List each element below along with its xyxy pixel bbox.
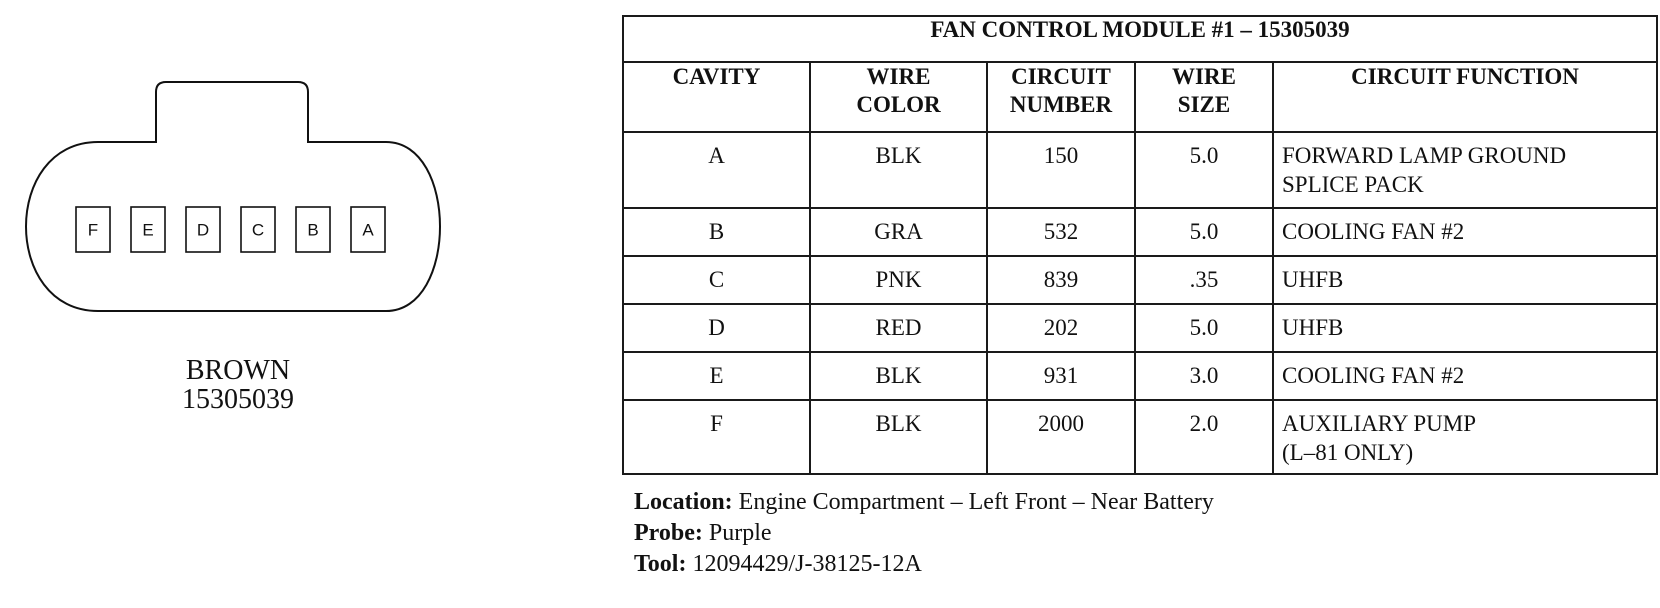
- circuit-number-cell: 532: [987, 208, 1135, 256]
- circuit-function-cell: UHFB: [1273, 304, 1657, 352]
- wire-size-cell: .35: [1135, 256, 1273, 304]
- table-row: [623, 400, 1657, 474]
- table-row: [623, 132, 1657, 208]
- connector-outline: [26, 82, 440, 311]
- circuit-function-cell: COOLING FAN #2: [1273, 352, 1657, 400]
- connector-pin-label: D: [196, 220, 210, 240]
- circuit-function-cell: AUXILIARY PUMP (L–81 ONLY): [1273, 400, 1657, 474]
- table-row: [623, 208, 1657, 256]
- header-cavity: CAVITY: [623, 62, 810, 132]
- circuit-number-cell: 839: [987, 256, 1135, 304]
- connector-pin-label: F: [87, 220, 99, 240]
- tool-note: [634, 549, 1214, 580]
- header-circuit-function: CIRCUIT FUNCTION: [1273, 62, 1657, 132]
- location-label: Location:: [634, 489, 733, 515]
- wire-color-cell: GRA: [810, 208, 987, 256]
- probe-value: Purple: [708, 520, 772, 546]
- connector-notes: [634, 487, 1214, 580]
- connector-pin-label: C: [251, 220, 265, 240]
- circuit-number-cell: 2000: [987, 400, 1135, 474]
- table-row: [623, 256, 1657, 304]
- pinout-table: [622, 15, 1658, 475]
- connector-caption: [118, 356, 358, 414]
- connector-part-number: 15305039: [182, 384, 294, 415]
- probe-label: Probe:: [634, 520, 703, 546]
- cavity-cell: E: [623, 352, 810, 400]
- circuit-function-cell: COOLING FAN #2: [1273, 208, 1657, 256]
- tool-value: 12094429/J-38125-12A: [692, 551, 922, 577]
- wire-color-cell: RED: [810, 304, 987, 352]
- probe-note: [634, 518, 1214, 549]
- circuit-number-cell: 202: [987, 304, 1135, 352]
- circuit-function-cell: FORWARD LAMP GROUND SPLICE PACK: [1273, 132, 1657, 208]
- wire-size-cell: 5.0: [1135, 304, 1273, 352]
- circuit-number-cell: 931: [987, 352, 1135, 400]
- connector-face-diagram: [0, 0, 460, 330]
- table-row: [623, 352, 1657, 400]
- circuit-function-cell: UHFB: [1273, 256, 1657, 304]
- connector-pin-label: A: [362, 220, 374, 240]
- connector-pin-label: B: [307, 220, 319, 240]
- wire-color-cell: BLK: [810, 400, 987, 474]
- table-row: [623, 304, 1657, 352]
- cavity-cell: D: [623, 304, 810, 352]
- location-value: Engine Compartment – Left Front – Near Battery: [738, 489, 1214, 515]
- location-note: [634, 487, 1214, 518]
- header-wire-size: WIRE SIZE: [1135, 62, 1273, 132]
- wire-size-cell: 5.0: [1135, 208, 1273, 256]
- header-circuit-number: CIRCUIT NUMBER: [987, 62, 1135, 132]
- wire-size-cell: 3.0: [1135, 352, 1273, 400]
- connector-pin-label: E: [142, 220, 154, 240]
- cavity-cell: B: [623, 208, 810, 256]
- wire-color-cell: BLK: [810, 132, 987, 208]
- wire-size-cell: 5.0: [1135, 132, 1273, 208]
- cavity-cell: A: [623, 132, 810, 208]
- wire-color-cell: PNK: [810, 256, 987, 304]
- wire-size-cell: 2.0: [1135, 400, 1273, 474]
- table-title: FAN CONTROL MODULE #1 – 15305039: [623, 16, 1657, 62]
- header-wire-color: WIRE COLOR: [810, 62, 987, 132]
- cavity-cell: C: [623, 256, 810, 304]
- circuit-number-cell: 150: [987, 132, 1135, 208]
- wire-color-cell: BLK: [810, 352, 987, 400]
- tool-label: Tool:: [634, 551, 687, 577]
- cavity-cell: F: [623, 400, 810, 474]
- connector-color-label: BROWN: [185, 355, 291, 386]
